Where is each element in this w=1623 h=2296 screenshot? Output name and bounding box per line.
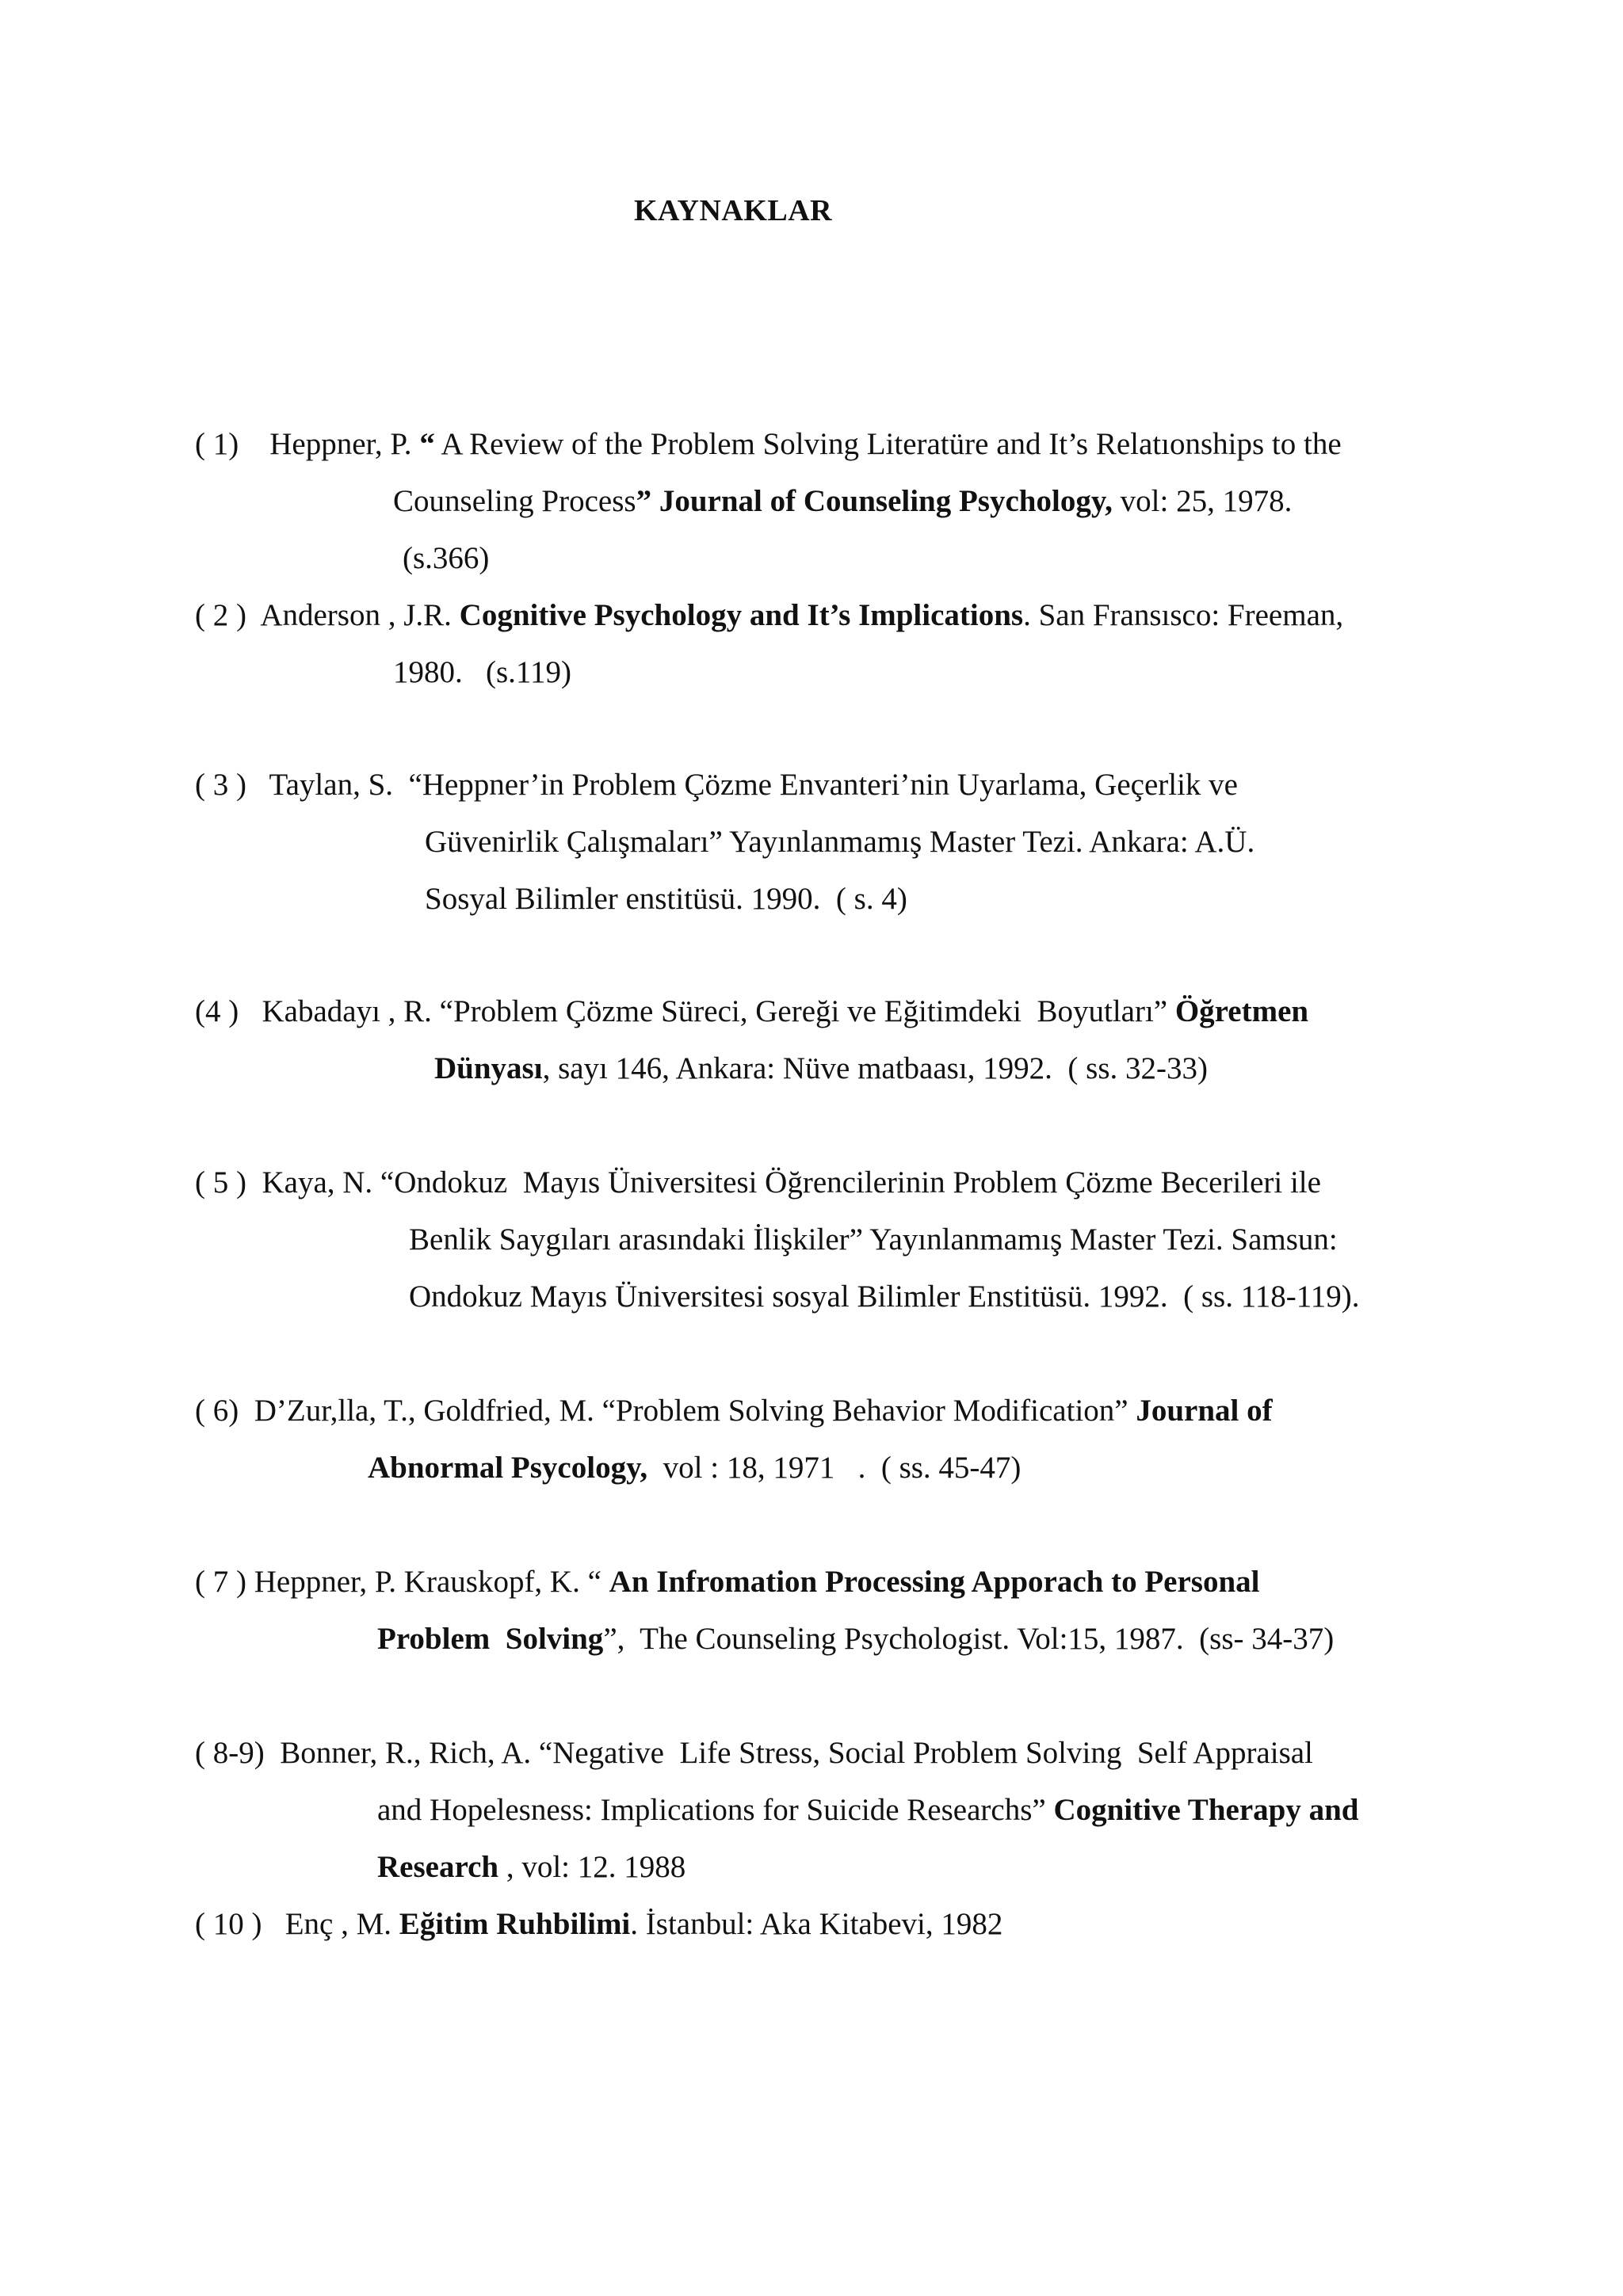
text: , vol: 12. 1988 — [498, 1850, 686, 1884]
text — [651, 484, 659, 518]
text: A Review of the Problem Solving Literatüre and It’s Relatıonships to the — [434, 427, 1342, 461]
text: ( 1) Heppner, P. — [195, 427, 420, 461]
bold-text: Dünyası — [434, 1051, 543, 1085]
reference-8-line-3 — [377, 1848, 685, 1887]
reference-6-line-1 — [195, 1391, 1273, 1431]
bold-text: Problem Solving — [377, 1622, 604, 1656]
text: ( 6) D’Zur,lla, T., Goldfried, M. “Problem Solving Behavior Modification” — [195, 1394, 1136, 1428]
reference-9-line-1 — [195, 1905, 1002, 1944]
reference-3-line-2 — [425, 822, 1254, 862]
reference-4-line-2 — [434, 1049, 1208, 1089]
text: ( 7 ) Heppner, P. Krauskopf, K. “ — [195, 1565, 609, 1599]
reference-4-line-1 — [195, 992, 1308, 1032]
text: ”, The Counseling Psychologist. Vol:15, 1987. (ss- 34-37) — [603, 1622, 1335, 1656]
bold-text: Öğretmen — [1174, 994, 1309, 1028]
reference-5-line-1 — [195, 1163, 1321, 1203]
text: , sayı 146, Ankara: Nüve matbaası, 1992. ( ss. 32-33) — [542, 1051, 1208, 1085]
reference-2-line-2 — [393, 653, 571, 692]
bold-text: Eğitim Ruhbilimi — [399, 1907, 631, 1941]
bold-text: Cognitive Therapy and — [1053, 1793, 1359, 1827]
text: ( 3 ) Taylan, S. “Heppner’in Problem Çözme Envanteri’nin Uyarlama, Geçerlik ve — [195, 768, 1238, 802]
reference-7-line-2 — [377, 1619, 1334, 1659]
bold-text: Research — [377, 1850, 499, 1884]
reference-1-line-2 — [393, 482, 1292, 521]
text: ( 2 ) Anderson , J.R. — [195, 598, 460, 632]
reference-8-line-2 — [377, 1791, 1358, 1830]
bold-text: Journal of Counseling Psychology, — [659, 484, 1113, 518]
text: Sosyal Bilimler enstitüsü. 1990. ( s. 4) — [425, 882, 907, 916]
bold-text: Journal of — [1136, 1394, 1273, 1428]
text: ( 10 ) Enç , M. — [195, 1907, 399, 1941]
text: 1980. (s.119) — [393, 655, 571, 689]
text: . San Fransısco: Freeman, — [1023, 598, 1344, 632]
text: . İstanbul: Aka Kitabevi, 1982 — [630, 1907, 1003, 1941]
text: Benlik Saygıları arasındaki İlişkiler” Yayınlanmamış Master Tezi. Samsun: — [409, 1222, 1338, 1257]
text: ( 8-9) Bonner, R., Rich, A. “Negative Life Stress, Social Problem Solving Self Appraisal — [195, 1736, 1313, 1770]
text: Ondokuz Mayıs Üniversitesi sosyal Bilimler Enstitüsü. 1992. ( ss. 118-119). — [409, 1280, 1360, 1314]
reference-5-line-3 — [409, 1277, 1360, 1317]
text: vol : 18, 1971 . ( ss. 45-47) — [647, 1451, 1022, 1485]
text: ( 5 ) Kaya, N. “Ondokuz Mayıs Üniversitesi Öğrencilerinin Problem Çözme Becerileri ile — [195, 1165, 1321, 1199]
reference-3-line-1 — [195, 765, 1238, 805]
reference-8-line-1 — [195, 1733, 1313, 1773]
bold-text: An Infromation Processing Apporach to Personal — [609, 1565, 1260, 1599]
text: (4 ) Kabadayı , R. “Problem Çözme Süreci, Gereği ve Eğitimdeki Boyutları” — [195, 994, 1175, 1028]
text: vol: 25, 1978. — [1112, 484, 1293, 518]
reference-1-line-1 — [195, 425, 1342, 464]
text: and Hopelesness: Implications for Suicide Researchs” — [377, 1793, 1054, 1827]
reference-7-line-1 — [195, 1562, 1259, 1602]
reference-5-line-2 — [409, 1220, 1338, 1260]
bold-text: Cognitive Psychology and It’s Implications — [459, 598, 1024, 632]
page-title: KAYNAKLAR — [634, 194, 833, 227]
text: (s.366) — [403, 541, 490, 575]
bold-text: “ — [419, 427, 435, 461]
text: Counseling Process — [393, 484, 636, 518]
reference-1-line-3 — [403, 539, 489, 578]
bold-text: Abnormal Psycology, — [368, 1451, 648, 1485]
reference-2-line-1 — [195, 596, 1343, 635]
reference-6-line-2 — [368, 1448, 1021, 1488]
reference-3-line-3 — [425, 879, 907, 919]
bold-text: ” — [636, 484, 652, 518]
text: Güvenirlik Çalışmaları” Yayınlanmamış Master Tezi. Ankara: A.Ü. — [425, 825, 1255, 859]
